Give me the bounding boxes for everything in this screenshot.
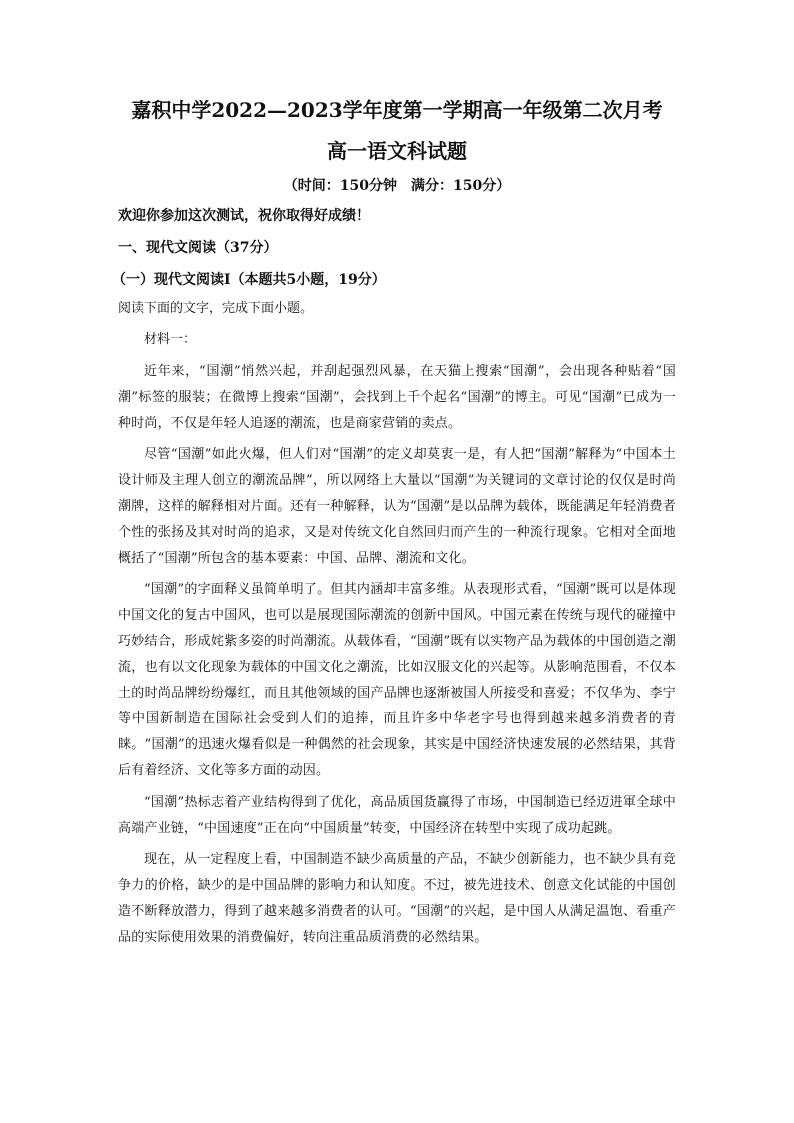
section-heading: 一、现代文阅读（37分）: [118, 240, 278, 256]
exam-title: 嘉积中学2022—2023学年度第一学期高一年级第二次月考: [131, 98, 663, 122]
passage-paragraph: 尽管“国潮”如此火爆，但人们对“国潮”的定义却莫衷一是，有人把“国潮”解释为“中国本土设计师及主理人创立的潮流品牌”，所以网络上大量以“国潮”为关键词的文章讨论的仅仅是时尚潮牌，这样的解释相对片面。还有一种解释，认为“国潮”是以品牌为载体，既能满足年轻消费者个性的张扬及其对时尚的追求，又是对传统文化自然回归而产生的一种流行现象。它相对全面地概括了“国潮”所包含的基本要素：中国、品牌、潮流和文化。: [118, 447, 676, 566]
passage-paragraph: “国潮”的字面释义虽简单明了。但其内涵却丰富多维。从表现形式看，“国潮”既可以是体现中国文化的复古中国风，也可以是展现国际潮流的创新中国风。中国元素在传统与现代的碰撞中巧妙结合，形成姹紫多姿的时尚潮流。从载体看，“国潮”既有以实物产品为载体的中国创造之潮流，也有以文化现象为载体的中国文化之潮流，比如汉服文化的兴起等。从影响范围看，不仅本土的时尚品牌纷纷爆红，而且其他领域的国产品牌也逐渐被国人所接受和喜爱；不仅华为、李宁等中国新制造在国际社会受到人们的追捧，而且许多中华老字号也得到越来越多消费者的青睐。“国潮”的迅速火爆看似是一种偶然的社会现象，其实是中国经济快速发展的必然结果，其背后有着经济、文化等多方面的动因。: [118, 582, 676, 778]
passage-paragraph: “国潮”热标志着产业结构得到了优化，高品质国货赢得了市场，中国制造已经迈进軍全球中高端产业链，“中国速度”正在向“中国质量”转变，中国经济在转型中实现了成功起跳。: [118, 794, 676, 836]
welcome-message: 欢迎你参加这次测试，祝你取得好成绩！: [118, 208, 370, 224]
exam-subtitle: 高一语文科试题: [327, 139, 467, 163]
exam-time-info: （时间：150分钟 满分：150分）: [283, 178, 511, 194]
passage-paragraph: 近年来，“国潮”悄然兴起，并刮起强烈风暴，在天猫上搜索“国潮”，会出现各种贴着“国潮”标签的服装；在微博上搜索“国潮”，会找到上千个起名“国潮”的博主。可见“国潮”已成为一种时尚，不仅是年轻人追逐的潮流，也是商家营销的卖点。: [118, 364, 676, 431]
passage-paragraph: 现在，从一定程度上看，中国制造不缺少高质量的产品，不缺少创新能力，也不缺少具有竞争力的价格，缺少的是中国品牌的影响力和认知度。不过，被先进技术、创意文化试能的中国创造不断释放潜力，得到了越来越多消费者的认可。“国潮”的兴起，是中国人从满足温饱、看重产品的实际使用效果的消费偏好，转向注重品质消费的必然结果。: [118, 852, 676, 945]
reading-instruction: 阅读下面的文字，完成下面小题。: [118, 301, 314, 316]
subsection-heading: （一）现代文阅读Ⅰ（本题共5小题，19分）: [112, 272, 386, 288]
material-label: 材料一：: [144, 332, 197, 347]
